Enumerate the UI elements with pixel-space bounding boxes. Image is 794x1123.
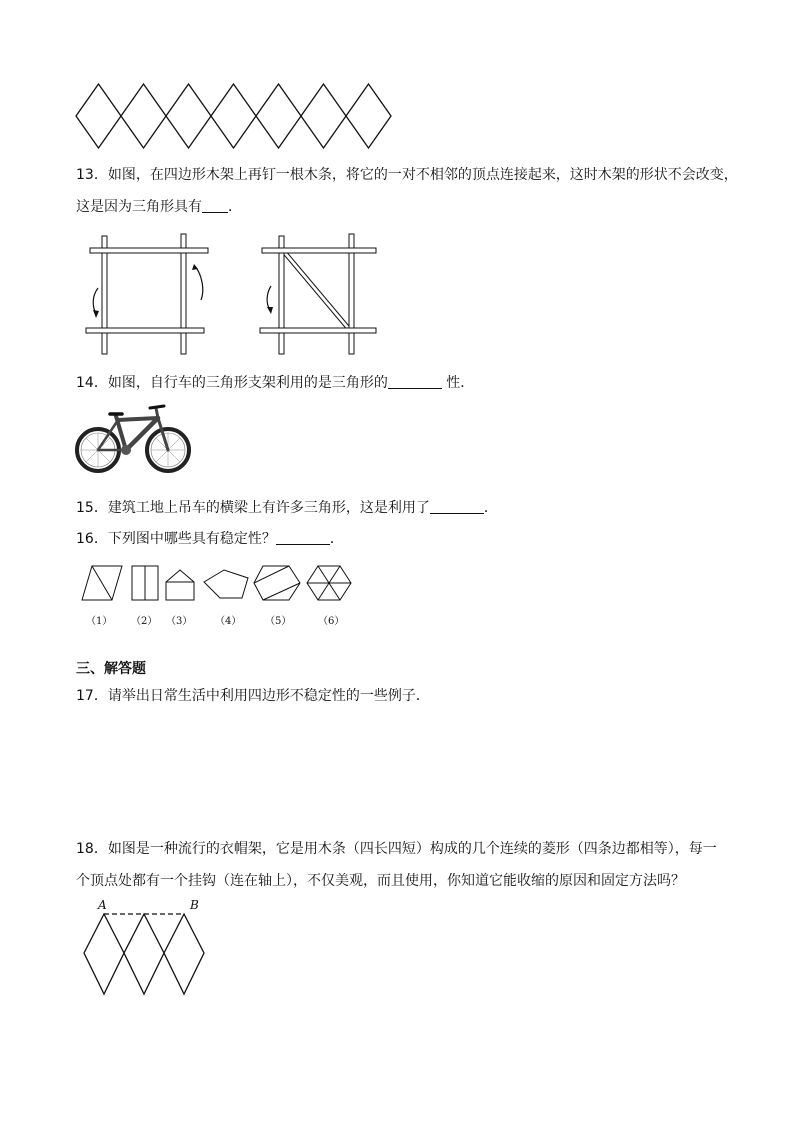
shape-3-pentagon [166, 570, 194, 600]
point-b-label: B [190, 898, 199, 912]
rhombus [256, 84, 301, 148]
shape-label: （3） [166, 616, 193, 627]
shape-5-hexagon [254, 566, 300, 600]
bicycle-image [74, 402, 194, 474]
shape-label: （5） [265, 616, 292, 627]
point-a-label: A [98, 898, 107, 912]
question-18-line-2: 个顶点处都有一个挂钩（连在轴上），不仅美观，而且使用，你知道它能收缩的原因和固定方法吗？ [76, 873, 685, 889]
question-14 [76, 373, 474, 393]
question-17: 17．请举出日常生活中利用四边形不稳定性的一些例子． [76, 688, 430, 704]
question-16-text: 16．下列图中哪些具有稳定性？ [76, 531, 276, 547]
shapes-figure [78, 564, 358, 604]
answer-blank [202, 198, 228, 213]
rhombus [301, 84, 346, 148]
question-16 [76, 529, 344, 549]
shape-label: （2） [131, 616, 158, 627]
rhombus [346, 84, 391, 148]
shape-label: （6） [318, 616, 345, 627]
question-15-end: ． [483, 500, 498, 516]
question-16-end: ． [329, 531, 344, 547]
shape-4-pentagon [204, 570, 248, 598]
question-13-end: ． [228, 199, 242, 215]
question-14-text: 14．如图，自行车的三角形支架利用的是三角形的 [76, 375, 388, 391]
question-15 [76, 498, 498, 518]
rhombus-chain-figure [72, 80, 402, 152]
rhombus [211, 84, 256, 148]
question-14-end: 性． [441, 375, 475, 391]
answer-blank [388, 374, 442, 389]
answer-blank [276, 530, 330, 545]
braced-frame-figure [254, 230, 384, 358]
question-15-text: 15．建筑工地上吊车的横梁上有许多三角形，这是利用了 [76, 500, 430, 516]
shape-label: （1） [86, 616, 113, 627]
answer-blank [430, 499, 484, 514]
rhombus [76, 84, 121, 148]
section-title: 三、解答题 [76, 661, 146, 677]
coat-rack-figure [80, 910, 220, 1002]
question-13-text: 这是因为三角形具有 [76, 199, 202, 215]
square-frame-figure [84, 230, 214, 358]
shape-label: （4） [215, 616, 242, 627]
question-13-line-2 [76, 197, 242, 217]
question-13-line-1: 13．如图，在四边形木架上再钉一根木条，将它的一对不相邻的顶点连接起来，这时木架的形状不会改变， [76, 167, 738, 183]
rhombus [166, 84, 211, 148]
rhombus [121, 84, 166, 148]
question-18-line-1: 18．如图是一种流行的衣帽架，它是用木条（四长四短）构成的几个连续的菱形（四条边都相等），每一 [76, 841, 717, 857]
